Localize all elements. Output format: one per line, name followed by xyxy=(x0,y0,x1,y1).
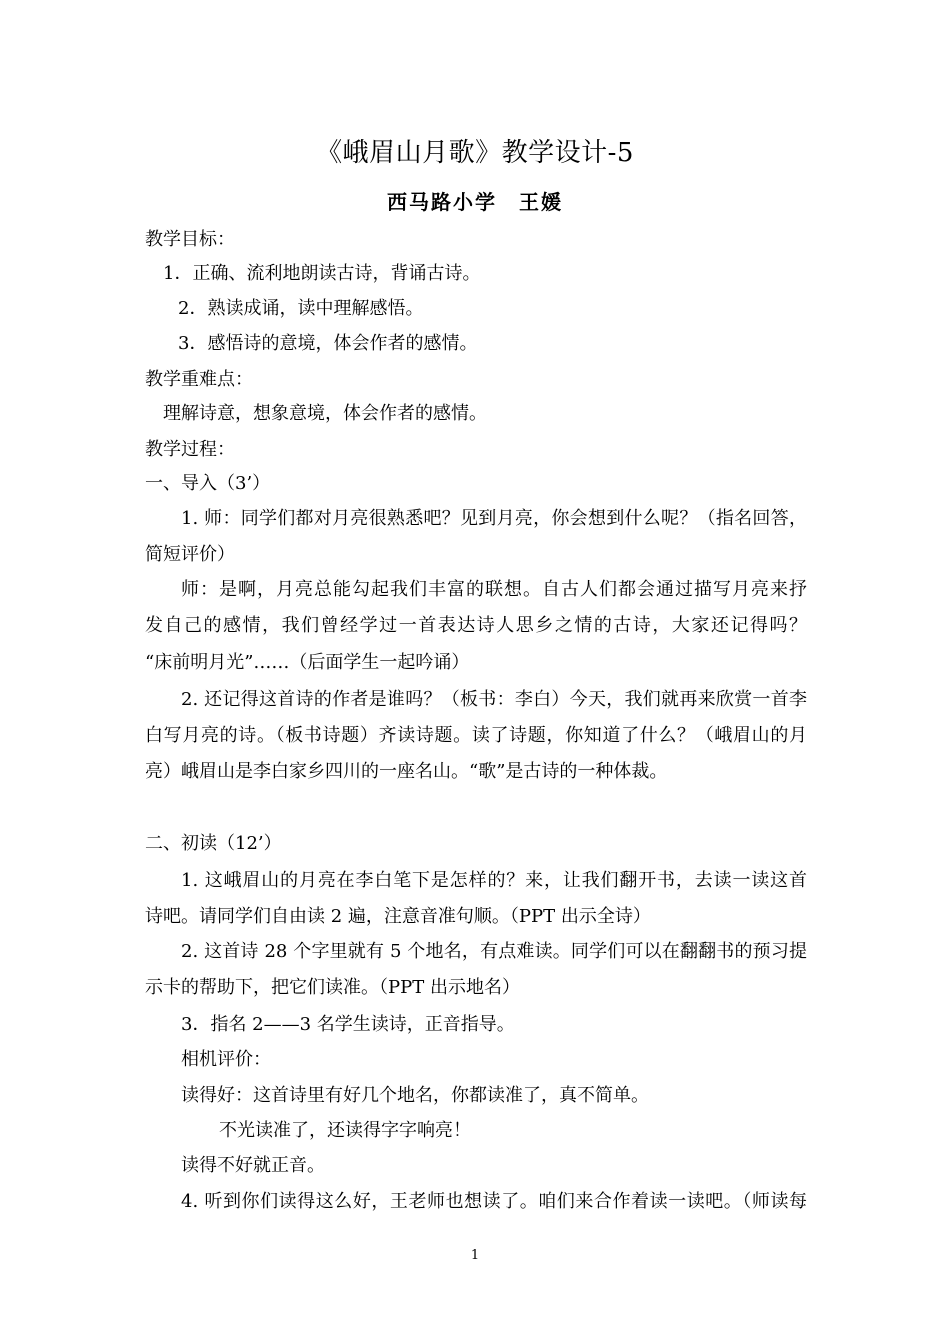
difficulty-text: 理解诗意，想象意境，体会作者的感情。 xyxy=(163,403,487,424)
section1-p2-line2: 发自己的感情，我们曾经学过一首表达诗人思乡之情的古诗，大家还记得吗？ xyxy=(145,615,807,636)
author-line: 西马路小学 王媛 xyxy=(387,190,563,214)
section2-p2-line2: 示卡的帮助下，把它们读准。（PPT 出示地名） xyxy=(145,977,520,998)
objective-item-1: 1．正确、流利地朗读古诗，背诵古诗。 xyxy=(163,263,481,284)
section2-p3: 3．指名 2——3 名学生读诗，正音指导。 xyxy=(181,1014,515,1035)
objective-item-3: 3．感悟诗的意境，体会作者的感情。 xyxy=(178,333,478,354)
evaluation-good-2: 不光读准了，还读得字字响亮！ xyxy=(219,1120,471,1141)
section1-p3-line2: 白写月亮的诗。（板书诗题）齐读诗题。读了诗题，你知道了什么？（峨眉山的月 xyxy=(145,725,807,746)
objective-item-2: 2．熟读成诵，读中理解感悟。 xyxy=(178,298,424,319)
objectives-heading: 教学目标： xyxy=(145,229,235,250)
section1-p1-line1: 1. 师：同学们都对月亮很熟悉吧？见到月亮，你会想到什么呢？（指名回答， xyxy=(181,508,807,529)
section2-heading: 二、初读（12’） xyxy=(145,833,282,854)
section2-p2-line1: 2. 这首诗 28 个字里就有 5 个地名，有点难读。同学们可以在翻翻书的预习提 xyxy=(181,941,807,962)
difficulty-heading: 教学重难点： xyxy=(145,369,253,390)
section2-p1-line1: 1. 这峨眉山的月亮在李白笔下是怎样的？来，让我们翻开书，去读一读这首 xyxy=(181,870,807,891)
section1-p2-line3: “床前明月光”……（后面学生一起吟诵） xyxy=(145,652,470,673)
section1-p3-line1: 2. 还记得这首诗的作者是谁吗？（板书：李白）今天，我们就再来欣赏一首李 xyxy=(181,689,807,710)
section1-heading: 一、导入（3’） xyxy=(145,473,271,494)
process-heading: 教学过程： xyxy=(145,439,235,460)
document-title: 《峨眉山月歌》教学设计-5 xyxy=(316,138,634,168)
evaluation-good: 读得好：这首诗里有好几个地名，你都读准了，真不简单。 xyxy=(181,1085,649,1106)
section1-p3-line3: 亮）峨眉山是李白家乡四川的一座名山。“歌”是古诗的一种体裁。 xyxy=(145,761,668,782)
evaluation-bad: 读得不好就正音。 xyxy=(181,1155,325,1176)
section2-p1-line2: 诗吧。请同学们自由读 2 遍，注意音准句顺。（PPT 出示全诗） xyxy=(145,906,651,927)
evaluation-heading: 相机评价： xyxy=(181,1049,271,1070)
page-number: 1 xyxy=(470,1248,480,1263)
section1-p1-line2: 简短评价） xyxy=(145,544,235,565)
section2-p4-line1: 4. 听到你们读得这么好，王老师也想读了。咱们来合作着读一读吧。（师读每 xyxy=(181,1191,807,1212)
section1-p2-line1: 师：是啊，月亮总能勾起我们丰富的联想。自古人们都会通过描写月亮来抒 xyxy=(181,579,807,600)
